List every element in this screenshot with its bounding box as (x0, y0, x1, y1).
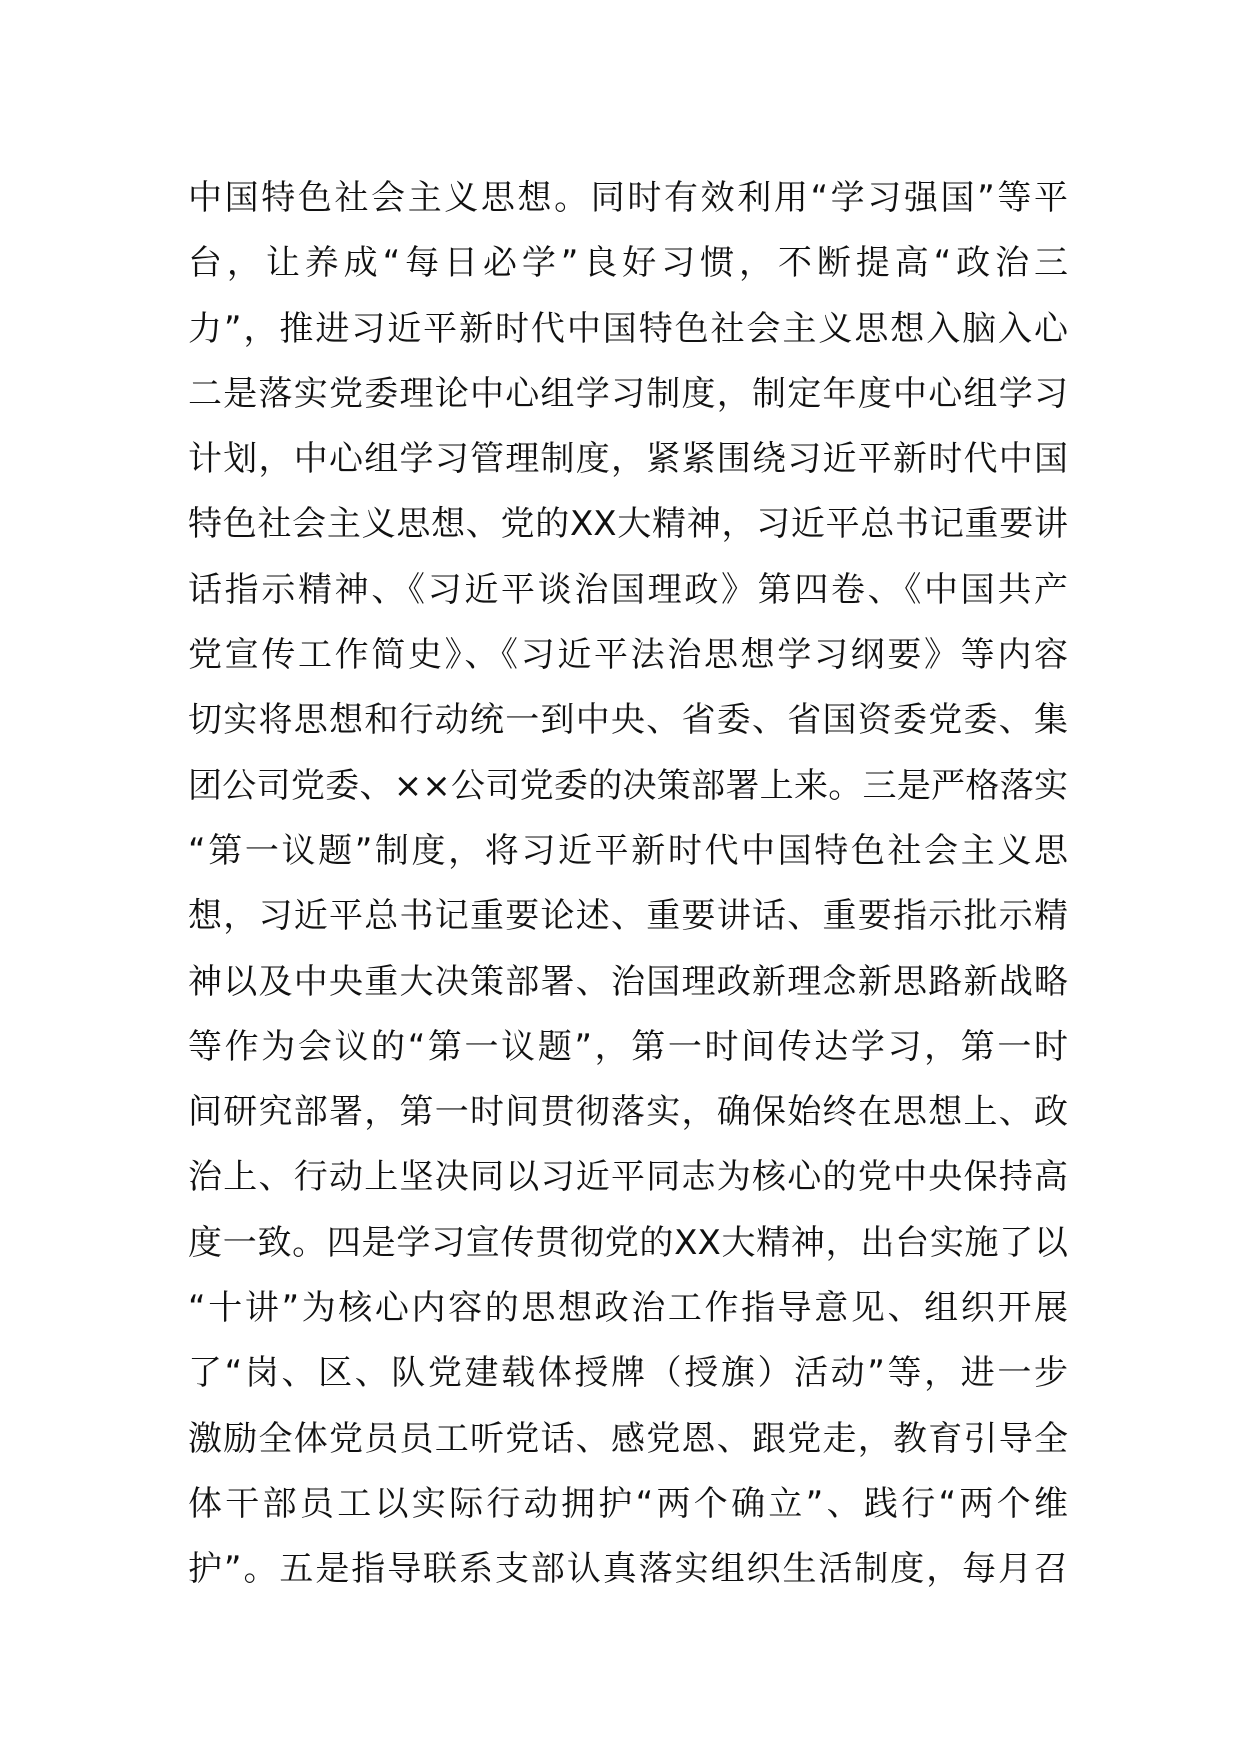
text-line: 话指示精神、《习近平谈治国理政》第四卷、《中国共产 (188, 569, 1068, 610)
text-line: 力”，推进习近平新时代中国特色社会主义思想入脑入心 (188, 308, 1068, 349)
text-line: “第一议题”制度，将习近平新时代中国特色社会主义思 (188, 830, 1068, 871)
text-line: 中国特色社会主义思想。同时有效利用“学习强国”等平 (188, 178, 1068, 218)
text-line: 了“岗、区、队党建载体授牌（授旗）活动”等，进一步 (188, 1353, 1068, 1394)
text-line: 计划，中心组学习管理制度，紧紧围绕习近平新时代中国 (188, 439, 1068, 480)
text-line: 党宣传工作简史》、《习近平法治思想学习纲要》等内容 (188, 635, 1068, 676)
text-line: 体干部员工以实际行动拥护“两个确立”、践行“两个维 (188, 1483, 1068, 1524)
text-line: 台，让养成“每日必学”良好习惯，不断提高“政治三 (188, 243, 1068, 284)
text-line: 团公司党委、××公司党委的决策部署上来。三是严格落实 (188, 765, 1068, 806)
text-line: 特色社会主义思想、党的XX大精神，习近平总书记重要讲 (188, 504, 1068, 545)
text-line: 间研究部署，第一时间贯彻落实，确保始终在思想上、政 (188, 1092, 1068, 1133)
text-line: 度一致。四是学习宣传贯彻党的XX大精神，出台实施了以 (188, 1222, 1068, 1263)
text-line: “十讲”为核心内容的思想政治工作指导意见、组织开展 (188, 1288, 1068, 1329)
text-line: 想，习近平总书记重要论述、重要讲话、重要指示批示精 (188, 896, 1068, 937)
body-text (188, 166, 1068, 1603)
text-line: 二是落实党委理论中心组学习制度，制定年度中心组学习 (188, 373, 1068, 414)
text-line: 等作为会议的“第一议题”，第一时间传达学习，第一时 (188, 1026, 1068, 1067)
text-line: 激励全体党员员工听党话、感党恩、跟党走，教育引导全 (188, 1418, 1068, 1459)
text-line: 切实将思想和行动统一到中央、省委、省国资委党委、集 (188, 700, 1068, 741)
text-line: 神以及中央重大决策部署、治国理政新理念新思路新战略 (188, 961, 1068, 1002)
text-line: 护”。五是指导联系支部认真落实组织生活制度，每月召 (188, 1549, 1068, 1590)
text-line: 治上、行动上坚决同以习近平同志为核心的党中央保持高 (188, 1157, 1068, 1198)
